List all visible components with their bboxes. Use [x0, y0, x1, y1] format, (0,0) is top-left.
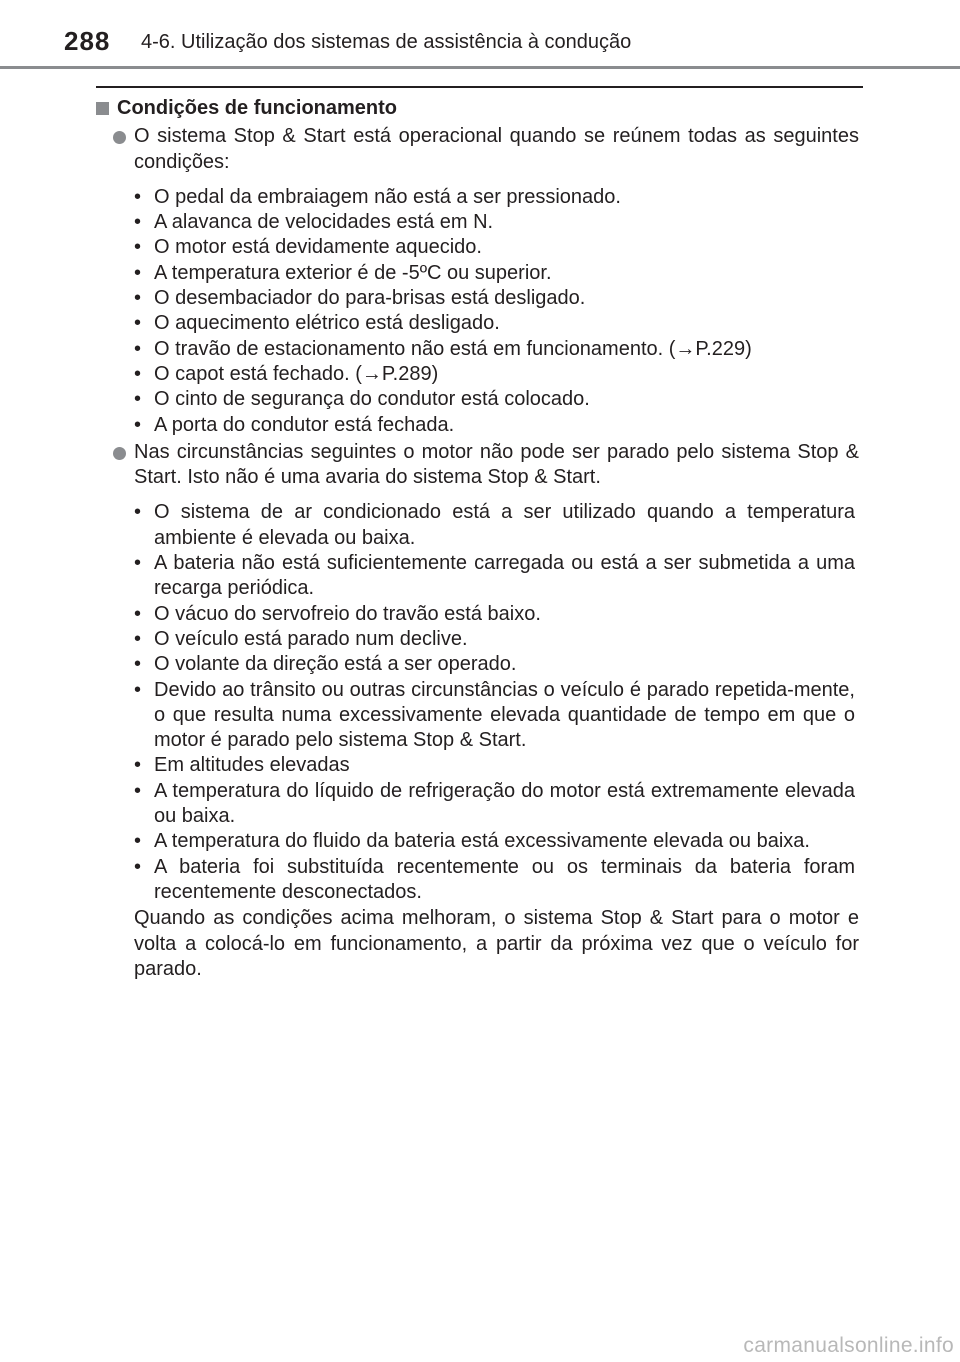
page-content	[96, 96, 863, 982]
list-item: • A porta do condutor está fechada.	[154, 413, 855, 438]
list-item: • O sistema de ar condicionado está a ser utilizado quando a temperatura ambiente é elevada ou baixa.	[154, 500, 855, 551]
list-item: • O travão de estacionamento não está em funcionamento. (→P.229)	[154, 337, 855, 362]
list-item: • A temperatura exterior é de -5ºC ou superior.	[154, 261, 855, 286]
watermark: carmanualsonline.info	[743, 1334, 954, 1357]
list-item: • A bateria não está suficientemente carregada ou está a ser submetida a uma recarga periódica.	[154, 551, 855, 602]
list-item: • O motor está devidamente aquecido.	[154, 235, 855, 260]
list-item: • A alavanca de velocidades está em N.	[154, 210, 855, 235]
list-item: • O pedal da embraiagem não está a ser pressionado.	[154, 185, 855, 210]
page-header	[0, 0, 960, 69]
point-text: Nas circunstâncias seguintes o motor não pode ser parado pelo sistema Stop & Start. Isto não é uma avaria do sistema Stop & Start.	[134, 440, 859, 489]
list-item: • O veículo está parado num declive.	[154, 627, 855, 652]
circumstances-list	[96, 500, 863, 905]
chapter-title: 4-6. Utilização dos sistemas de assistência à condução	[141, 31, 632, 53]
list-item: • A temperatura do fluido da bateria está excessivamente elevada ou baixa.	[154, 829, 855, 854]
closing-paragraph: Quando as condições acima melhoram, o sistema Stop & Start para o motor e volta a colocá-lo em funcionamento, a partir da próxima vez que o veículo for parado.	[134, 907, 859, 980]
circle-bullet-icon	[113, 131, 126, 144]
list-item: • O volante da direção está a ser operado.	[154, 652, 855, 677]
section-rule	[96, 86, 863, 88]
list-item: • O vácuo do servofreio do travão está baixo.	[154, 602, 855, 627]
list-item: • Devido ao trânsito ou outras circunstâncias o veículo é parado repetida-mente, o que resulta numa excessivamente elevada quantidade de tempo em que o motor é parado pelo sistema Stop & Start.	[154, 678, 855, 754]
circle-bullet-icon	[113, 447, 126, 460]
list-item: • O desembaciador do para-brisas está desligado.	[154, 286, 855, 311]
conditions-list	[96, 185, 863, 438]
list-item: • O aquecimento elétrico está desligado.	[154, 311, 855, 336]
list-item: • A temperatura do líquido de refrigeração do motor está extremamente elevada ou baixa.	[154, 779, 855, 830]
section-heading-text: Condições de funcionamento	[117, 97, 398, 119]
list-item: • A bateria foi substituída recentemente ou os terminais da bateria foram recentemente desconectados.	[154, 855, 855, 906]
point-text: O sistema Stop & Start está operacional quando se reúnem todas as seguintes condições:	[134, 125, 859, 173]
page-number: 288	[64, 26, 111, 56]
point-engine-not-stopped	[96, 440, 863, 491]
list-item: • O cinto de segurança do condutor está colocado.	[154, 387, 855, 412]
point-operating-conditions	[96, 124, 863, 175]
section-heading	[96, 96, 863, 121]
list-item: • O capot está fechado. (→P.289)	[154, 362, 855, 387]
square-bullet-icon	[96, 102, 109, 115]
list-item: • Em altitudes elevadas	[154, 753, 855, 778]
